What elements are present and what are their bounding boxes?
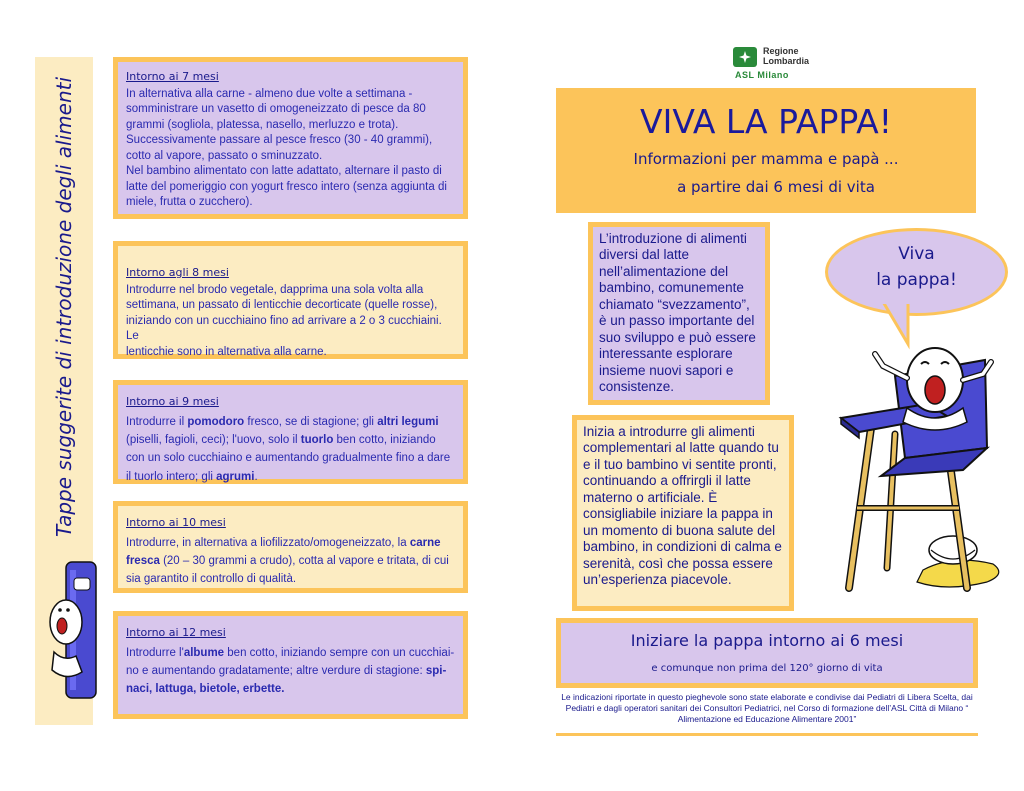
stage-body: Introdurre, in alternativa a liofilizzato/omogeneizzato, la carne fresca (20 – 30 grammi a crudo), cotta al vapore e tritata, di cui sia garantito il controllo di qualità. [126,536,449,586]
stage-line: Nel bambino alimentato con latte adattato, alternare il pasto di [126,165,442,178]
rose-camuna-icon [733,47,757,67]
baby-peeking-illustration [46,560,104,700]
hero-subtitle-age: a partire dai 6 mesi di vita [677,178,875,196]
stage-title: Intorno agli 8 mesi [126,266,229,279]
stage-line: latte del pomeriggio con yogurt fresco intero (senza aggiunta di [126,180,447,193]
stage-line: somministrare un vasetto di omogeneizzato di pesce da 80 [126,103,426,116]
stage-9-months [113,380,468,484]
start-advice-box: Inizia a introdurre gli alimenti complementari al latte quando tu e il tuo bambino vi sentite pronti, continuando a offrirgli il latte materno o artificiale. È consigliabile iniziare la pappa in un momento di buona salute del bambino, in condizioni di calma e serenità, così che possa essere un’esperienza piacevole. [572,415,794,611]
stage-10-months [113,501,468,593]
baby-high-chair-illustration [835,338,1005,596]
side-title [35,57,93,557]
speech-bubble: Viva la pappa! [825,228,1008,316]
stage-line: Introdurre nel brodo vegetale, dapprima una sola volta alla [126,283,424,296]
stage-title: Intorno ai 7 mesi [126,70,219,83]
start-age-box [556,618,978,688]
start-age-title: Iniziare la pappa intorno ai 6 mesi [630,631,904,650]
stage-8-months [113,241,468,359]
stage-line: settimana, un passato di lenticchie decorticate (quelle rosse), [126,299,438,312]
start-age-subtitle: e comunque non prima del 120° giorno di vita [651,663,883,674]
side-title-text: Tappe suggerite di introduzione degli alimenti [52,76,77,538]
stage-line: lenticchie sono in alternativa alla carne. [126,345,327,358]
stage-title: Intorno ai 9 mesi [126,395,219,408]
stage-line: iniziando con un cucchiaino fino ad arrivare a 2 o 3 cucchiaini. Le [126,314,442,343]
hero-subtitle: Informazioni per mamma e papà ... [633,150,899,168]
stage-title: Intorno ai 12 mesi [126,626,226,639]
stage-line: Successivamente passare al pesce fresco (30 - 40 grammi), [126,134,433,147]
stage-title: Intorno ai 10 mesi [126,516,226,529]
stage-12-months [113,611,468,719]
stage-line: grammi (sogliola, platessa, nasello, merluzzo e trota). [126,118,399,131]
stage-7-months [113,57,468,219]
stage-body: Introdurre il pomodoro fresco, se di stagione; gli altri legumi (piselli, fagioli, ceci); l'uovo, solo il tuorlo ben cotto, iniziando con un solo cucchiaino e aumentando gradualmente fino a dare il tuorlo intero; gli agrumi. [126,415,451,483]
stage-line: miele, frutta o zucchero). [126,196,253,209]
stage-line: In alternativa alla carne - almeno due volte a settimana - [126,87,413,100]
intro-box: L’introduzione di alimenti diversi dal latte nell’alimentazione del bambino, comunemente chiamato “svezzamento”, è un passo importante del suo sviluppo e può essere interessante esplorare insieme nuovi sapori e consistenze. [588,222,770,405]
stage-body: Introdurre l'albume ben cotto, iniziando sempre con un cucchiai-no e aumentando gradatamente; altre verdure di stagione: spi-naci, lattuga, bietole, erbette. [126,646,455,696]
credits-note: Le indicazioni riportate in questo pieghevole sono state elaborate e condivise dai Pediatri di Libera Scelta, dai Pediatri e dagli operatori sanitari dei Consultori Pediatrici, nel Corso di formazione dell’ASL Città di Milano “ Alimentazione ed Educazione Alimentare 2001” [561,692,973,725]
hero-banner [556,88,976,213]
stage-line: cotto al vapore, passato o sminuzzato. [126,149,323,162]
logo-name: Regione Lombardia [763,46,810,67]
regione-lombardia-logo [733,45,843,81]
page-title: VIVA LA PAPPA! [640,102,892,141]
logo-asl: ASL Milano [735,70,789,80]
divider [556,733,978,736]
